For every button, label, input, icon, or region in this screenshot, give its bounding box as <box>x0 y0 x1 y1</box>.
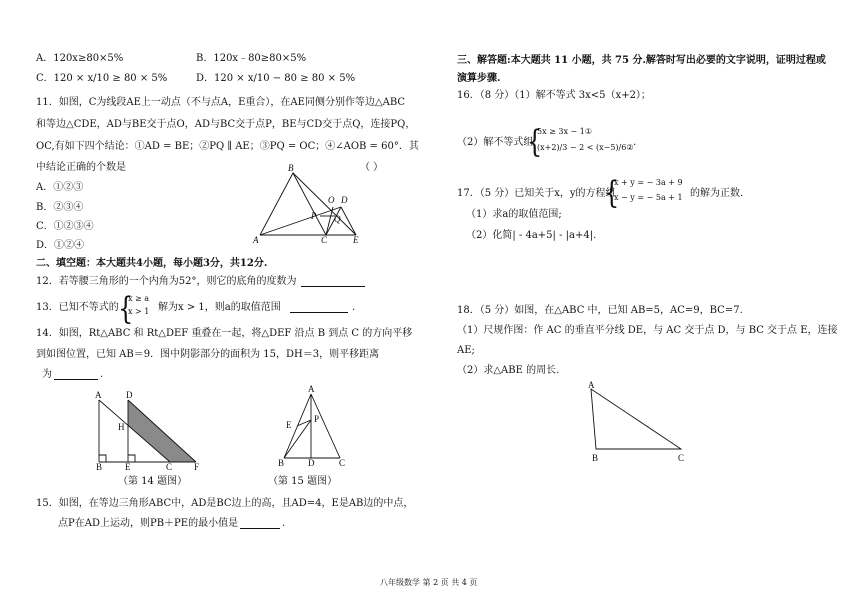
q18-label-a: A <box>588 380 595 390</box>
q18-line-3: AE; <box>457 345 475 356</box>
q17-suffix: 的解为正数. <box>690 188 744 199</box>
q10-option-c: C．120 × x/10 ≥ 80 × 5% <box>36 73 168 84</box>
q13-middle: 解为x > 1，则a的取值范围 <box>158 302 281 313</box>
q10-option-d: D．120 × x/10 − 80 ≥ 80 × 5% <box>196 73 356 84</box>
section-3-title-line-2: 演算步骤. <box>457 73 501 84</box>
q18-line-2: （1）尺规作图：作 AC 的垂直平分线 DE，与 AC 交于点 D，与 BC 交于点 E，连接 <box>457 325 838 336</box>
q16-system-top: 5x ≥ 3x − 1① <box>537 127 593 136</box>
fig15-label-c: C <box>339 458 346 466</box>
q15-answer-blank[interactable] <box>240 517 280 529</box>
q14-suffix: . <box>100 369 104 380</box>
q11-line-1: 11．如图，C为线段AE上一动点（不与点A，E重合），在AE同侧分别作等边△ABC <box>36 97 406 108</box>
q17-sub-2: （2）化简| - 4a+5| - |a+4|. <box>466 230 597 241</box>
q13-system-bottom: x > 1 <box>128 307 150 316</box>
fig14-label-f: F <box>194 462 200 470</box>
q16-suffix: . <box>633 137 637 148</box>
q11-option-b: B．②③④ <box>36 202 84 213</box>
q11-option-d: D．①②④ <box>36 240 85 251</box>
q11-label-c: C <box>321 235 328 245</box>
q11-label-a: A <box>253 235 259 245</box>
q12-answer-blank[interactable] <box>301 275 365 287</box>
fig14-label-d: D <box>126 390 133 400</box>
q11-label-p: P <box>311 211 317 221</box>
q11-label-d: D <box>341 195 348 205</box>
q16-system-bottom: (x+2)/3 − 2 < (x−5)/6② <box>537 143 634 152</box>
q13-system-top: x ≥ a <box>128 294 150 303</box>
q13-answer-blank[interactable] <box>290 301 348 313</box>
q11-line-2: 和等边△CDE，AD与BE交于点O，AD与BC交于点P，BE与CD交于点Q，连接PQ， <box>36 119 416 130</box>
fig14-label-h: H <box>118 422 125 432</box>
q13-brace: { <box>118 290 134 327</box>
fig15-label-e: E <box>286 420 292 430</box>
q11-answer-paren: （ ） <box>360 162 384 173</box>
q18-line-1: 18．（5 分）如图，在△ABC 中，已知 AB=5，AC=9，BC=7. <box>457 305 743 316</box>
section-3-title-line-1: 三、解答题:本大题共 11 小题，共 75 分.解答时写出必要的文字说明，证明过程或 <box>457 55 826 66</box>
q17-system-bottom: x − y = − 5a + 1 <box>614 193 683 202</box>
q10-option-b: B．120x﹣80≥80×5% <box>196 53 307 64</box>
q18-figure <box>578 380 688 468</box>
fig14-label-a: A <box>95 390 102 400</box>
q18-label-b: B <box>592 453 599 463</box>
fig15-label-a: A <box>308 384 315 394</box>
q14-line-3: 为 <box>42 369 52 380</box>
q14-line-2: 到如图位置，已知 AB＝9．图中阴影部分的面积为 15，DH＝3，则平移距离 <box>36 349 380 360</box>
q11-option-a: A．①②③ <box>36 182 84 193</box>
q16-brace: { <box>527 123 543 160</box>
q18-line-4: （2）求△ABE 的周长. <box>457 365 560 376</box>
fig14-caption: （第 14 题图） <box>118 476 188 487</box>
fig14-label-b: B <box>96 462 103 470</box>
fig14-label-c: C <box>166 462 173 470</box>
q16-part-2-prefix: （2）解不等式组 <box>457 137 534 148</box>
q13-prefix: 13．已知不等式的 <box>36 302 119 313</box>
q11-figure <box>250 163 375 245</box>
fig15-label-b: B <box>278 458 285 466</box>
q16-part-1: 16．（8 分）（1）解不等式 3x<5（x+2）； <box>457 90 651 101</box>
q12-text: 12．若等腰三角形的一个内角为52°，则它的底角的度数为 <box>36 276 297 287</box>
q15-suffix: . <box>282 518 286 529</box>
q17-system-top: x + y = − 3a + 9 <box>614 178 683 187</box>
q15-line-2: 点P在AD上运动，则PB＋PE的最小值是 <box>58 518 239 529</box>
q17-brace: { <box>604 174 620 211</box>
q11-label-o: O <box>328 195 335 205</box>
q11-line-3: OC,有如下四个结论：①AD = BE；②PQ ∥ AE；③PQ = OC；④∠AOB = 60°．其 <box>36 141 419 152</box>
q11-option-c: C．①②③④ <box>36 221 94 232</box>
fig15-caption: （第 15 题图） <box>268 476 338 487</box>
q14-answer-blank[interactable] <box>54 368 98 380</box>
q15-line-1: 15．如图，在等边三角形ABC中，AD是BC边上的高，且AD=4，E是AB边的中点， <box>36 498 414 509</box>
q11-label-b: B <box>288 163 294 173</box>
q14-line-1: 14．如图，Rt△ABC 和 Rt△DEF 重叠在一起，将△DEF 沿点 B 到点 C 的方向平移 <box>36 328 413 339</box>
page-footer: 八年级数学 第 2 页 共 4 页 <box>380 578 478 587</box>
fig15-label-p: P <box>314 414 320 424</box>
section-2-title: 二、填空题：本大题共4小题，每小题3分，共12分. <box>36 258 268 269</box>
q17-sub-1: （1）求a的取值范围; <box>466 209 562 220</box>
q11-label-q: Q <box>334 214 341 224</box>
fig15-label-d: D <box>308 458 315 466</box>
q11-line-4: 中结论正确的个数是 <box>36 162 126 173</box>
fig14-label-e: E <box>125 462 131 470</box>
q18-label-c: C <box>678 453 685 463</box>
q17-prefix: 17．（5 分）已知关于x，y的方程组 <box>457 188 616 199</box>
q11-label-e: E <box>353 235 359 245</box>
q15-figure <box>274 384 354 466</box>
q13-suffix: . <box>352 302 356 313</box>
q10-option-a: A．120x≥80×5% <box>36 53 124 64</box>
q14-figure <box>88 388 208 470</box>
